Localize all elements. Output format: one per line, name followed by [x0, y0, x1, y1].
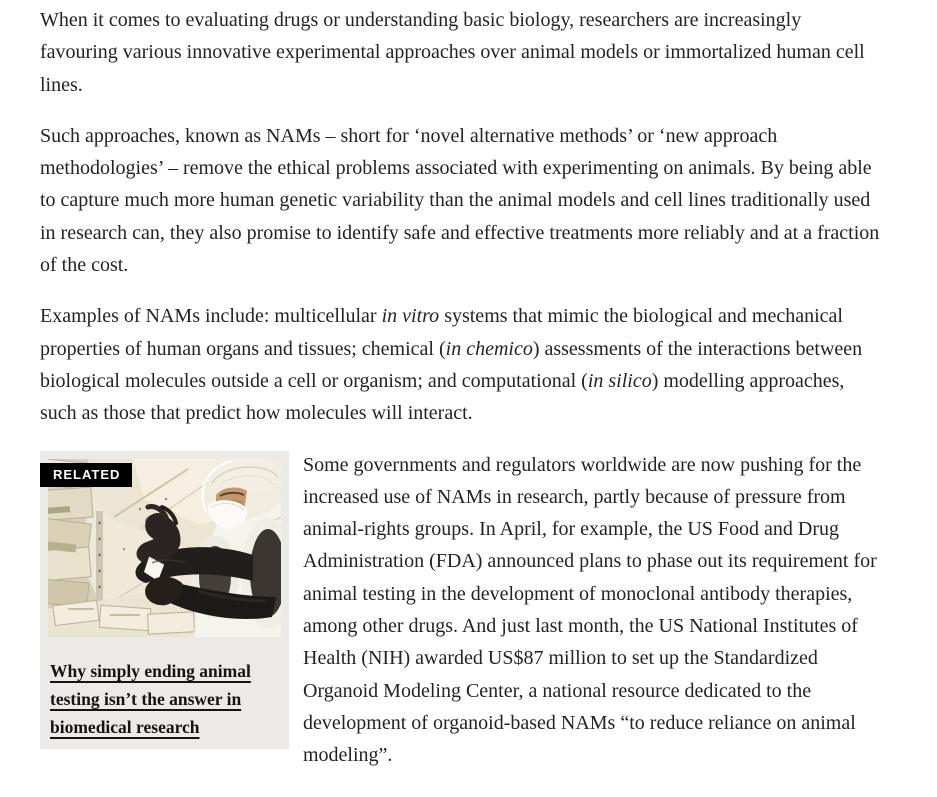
text-segment: ) assessments of the interactions between biological molecules outside a cell or organism; and computational ( — [40, 337, 863, 392]
italic-term-in-chemico: in chemico — [445, 337, 533, 360]
text-segment: Examples of NAMs include: multicellular — [40, 305, 382, 328]
italic-term-in-silico: in silico — [587, 369, 652, 392]
paragraph-1: When it comes to evaluating drugs or understanding basic biology, researchers are increasingly favouring various innovative experimental approaches over animal models or immortalized human cell lines. — [40, 9, 865, 96]
text-segment: systems that mimic the biological and mechanical properties of human organs and tissues; chemical ( — [40, 305, 843, 360]
related-label: RELATED — [40, 463, 132, 487]
paragraph-4: Some governments and regulators worldwide are now pushing for the increased use of NAMs in research, partly because of pressure from animal-rights groups. In April, for example, the US Food and Drug Administration (FDA) announced plans to phase out its requirement for animal testing in the development of monoclonal antibody therapies, among other drugs. And just last month, the US National Institutes of Health (NIH) awarded US$87 million to set up the Standardized Organoid Modeling Center, a national resource dedicated to the development of organoid-based NAMs “to reduce reliance on animal modeling”. — [303, 453, 877, 767]
related-box — [40, 451, 289, 749]
paragraph-2: Such approaches, known as NAMs – short for ‘novel alternative methods’ or ‘new approach methodologies’ – remove the ethical problems associated with experimenting on animals. By being able to capture much more human genetic variability than the animal models and cell lines traditionally used in research can, they also promise to identify safe and effective treatments more reliably and at a fraction of the cost. — [40, 124, 880, 277]
paragraph-3 — [40, 300, 882, 429]
italic-term-in-vitro: in vitro — [381, 305, 440, 328]
related-link[interactable]: Why simply ending animal testing isn’t the answer in biomedical research — [50, 660, 251, 737]
text-segment: ) modelling approaches, such as those that predict how molecules will interact. — [40, 369, 845, 425]
